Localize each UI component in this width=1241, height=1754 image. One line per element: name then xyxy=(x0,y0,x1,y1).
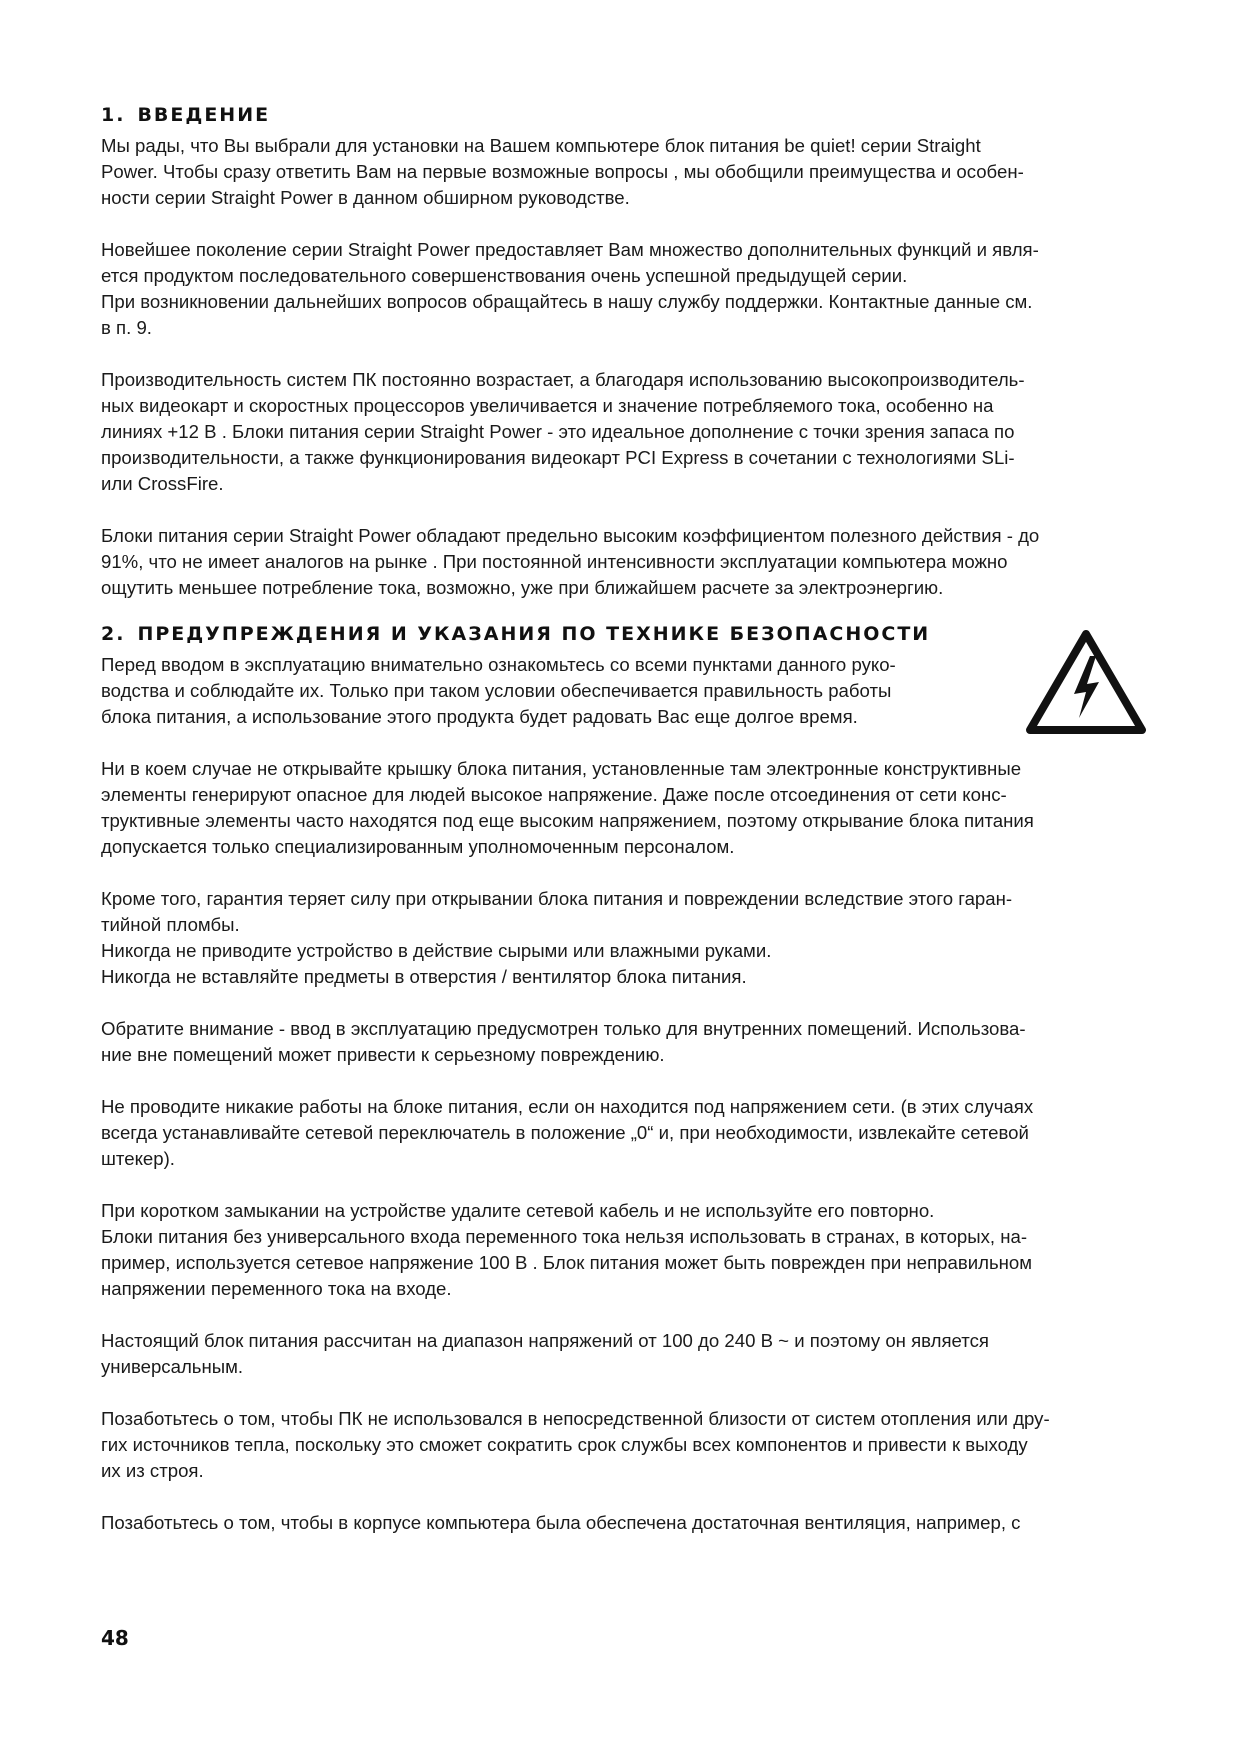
section-2-paragraph xyxy=(101,886,1141,990)
page-number: 48 xyxy=(101,1626,129,1650)
section-2-number: 2. xyxy=(101,623,126,645)
section-1-paragraph xyxy=(101,367,1141,497)
section-2-title: ПРЕДУПРЕЖДЕНИЯ И УКАЗАНИЯ ПО ТЕХНИКЕ БЕЗОПАСНОСТИ xyxy=(137,623,931,645)
text-line: производительности, а также функционирования видеокарт PCI Express в сочетании с технологиями SLi- xyxy=(101,447,1015,468)
section-2-paragraph xyxy=(101,1094,1141,1172)
text-line: ние вне помещений может привести к серьезному повреждению. xyxy=(101,1044,665,1065)
section-2-paragraph xyxy=(101,1510,1141,1536)
section-2-paragraph xyxy=(101,1406,1141,1484)
section-1-title: ВВЕДЕНИЕ xyxy=(137,104,271,126)
high-voltage-warning-icon xyxy=(1024,628,1148,738)
text-line: труктивные элементы часто находятся под еще высоким напряжением, поэтому открывание блока питания xyxy=(101,810,1034,831)
text-line: элементы генерируют опасное для людей высокое напряжение. Даже после отсоединения от сети конс- xyxy=(101,784,1007,805)
text-line: допускается только специализированным уполномоченным персоналом. xyxy=(101,836,735,857)
text-line: Не проводите никакие работы на блоке питания, если он находится под напряжением сети. (в этих случаях xyxy=(101,1096,1034,1117)
text-line: или CrossFire. xyxy=(101,473,224,494)
text-line: Настоящий блок питания рассчитан на диапазон напряжений от 100 до 240 В ~ и поэтому он является xyxy=(101,1330,989,1351)
text-line: При возникновении дальнейших вопросов обращайтесь в нашу службу поддержки. Контактные данные см. xyxy=(101,291,1033,312)
text-line: Никогда не приводите устройство в действие сырыми или влажными руками. xyxy=(101,940,772,961)
section-2-heading xyxy=(101,623,1141,645)
text-line: Блоки питания серии Straight Power обладают предельно высоким коэффициентом полезного действия - до xyxy=(101,525,1040,546)
text-line: Обратите внимание - ввод в эксплуатацию предусмотрен только для внутренних помещений. Использова- xyxy=(101,1018,1026,1039)
text-line: Power. Чтобы сразу ответить Вам на первые возможные вопросы , мы обобщили преимущества и особен- xyxy=(101,161,1024,182)
text-line: Производительность систем ПК постоянно возрастает, а благодаря использованию высокопроизводитель- xyxy=(101,369,1025,390)
section-2-paragraph xyxy=(101,1016,1141,1068)
section-2-paragraph xyxy=(101,1328,1141,1380)
text-line: Никогда не вставляйте предметы в отверстия / вентилятор блока питания. xyxy=(101,966,747,987)
text-line: водства и соблюдайте их. Только при таком условии обеспечивается правильность работы xyxy=(101,680,892,701)
text-line: Позаботьтесь о том, чтобы ПК не использовался в непосредственной близости от систем отопления или дру- xyxy=(101,1408,1050,1429)
text-line: пример, используется сетевое напряжение 100 В . Блок питания может быть поврежден при неправильном xyxy=(101,1252,1033,1273)
text-line: ощутить меньшее потребление тока, возможно, уже при ближайшем расчете за электроэнергию. xyxy=(101,577,944,598)
text-line: Ни в коем случае не открывайте крышку блока питания, установленные там электронные конструктивные xyxy=(101,758,1022,779)
text-line: Перед вводом в эксплуатацию внимательно ознакомьтесь со всеми пунктами данного руко- xyxy=(101,654,896,675)
document-page xyxy=(101,104,1141,1562)
text-line: Блоки питания без универсального входа переменного тока нельзя использовать в странах, в которых, на- xyxy=(101,1226,1028,1247)
text-line: блока питания, а использование этого продукта будет радовать Вас еще долгое время. xyxy=(101,706,858,727)
text-line: штекер). xyxy=(101,1148,175,1169)
text-line: 91%, что не имеет аналогов на рынке . При постоянной интенсивности эксплуатации компьютера можно xyxy=(101,551,1008,572)
section-1-number: 1. xyxy=(101,104,126,126)
text-line: их из строя. xyxy=(101,1460,204,1481)
section-1-paragraph xyxy=(101,523,1141,601)
text-line: в п. 9. xyxy=(101,317,152,338)
section-2-intro xyxy=(101,652,1141,730)
text-line: линиях +12 В . Блоки питания серии Straight Power - это идеальное дополнение с точки зрения запаса по xyxy=(101,421,1015,442)
section-1-paragraph xyxy=(101,133,1141,211)
section-2-paragraph xyxy=(101,1198,1141,1302)
section-1-heading xyxy=(101,104,1141,126)
text-line: Кроме того, гарантия теряет силу при открывании блока питания и повреждении вследствие этого гаран- xyxy=(101,888,1013,909)
text-line: Мы рады, что Вы выбрали для установки на Вашем компьютере блок питания be quiet! серии Straight xyxy=(101,135,981,156)
text-line: гих источников тепла, поскольку это сможет сократить срок службы всех компонентов и привести к выходу xyxy=(101,1434,1028,1455)
text-line: Позаботьтесь о том, чтобы в корпусе компьютера была обеспечена достаточная вентиляция, например, с xyxy=(101,1512,1021,1533)
text-line: универсальным. xyxy=(101,1356,244,1377)
text-line: ных видеокарт и скоростных процессоров увеличивается и значение потребляемого тока, особенно на xyxy=(101,395,994,416)
text-line: напряжении переменного тока на входе. xyxy=(101,1278,452,1299)
text-line: Новейшее поколение серии Straight Power предоставляет Вам множество дополнительных функций и явля- xyxy=(101,239,1039,260)
text-line: тийной пломбы. xyxy=(101,914,240,935)
section-2-paragraph xyxy=(101,756,1141,860)
section-1-paragraph xyxy=(101,237,1141,341)
text-line: ности серии Straight Power в данном обширном руководстве. xyxy=(101,187,630,208)
text-line: всегда устанавливайте сетевой переключатель в положение „0“ и, при необходимости, извлекайте сетевой xyxy=(101,1122,1029,1143)
text-line: ется продуктом последовательного совершенствования очень успешной предыдущей серии. xyxy=(101,265,908,286)
text-line: При коротком замыкании на устройстве удалите сетевой кабель и не используйте его повторно. xyxy=(101,1200,935,1221)
